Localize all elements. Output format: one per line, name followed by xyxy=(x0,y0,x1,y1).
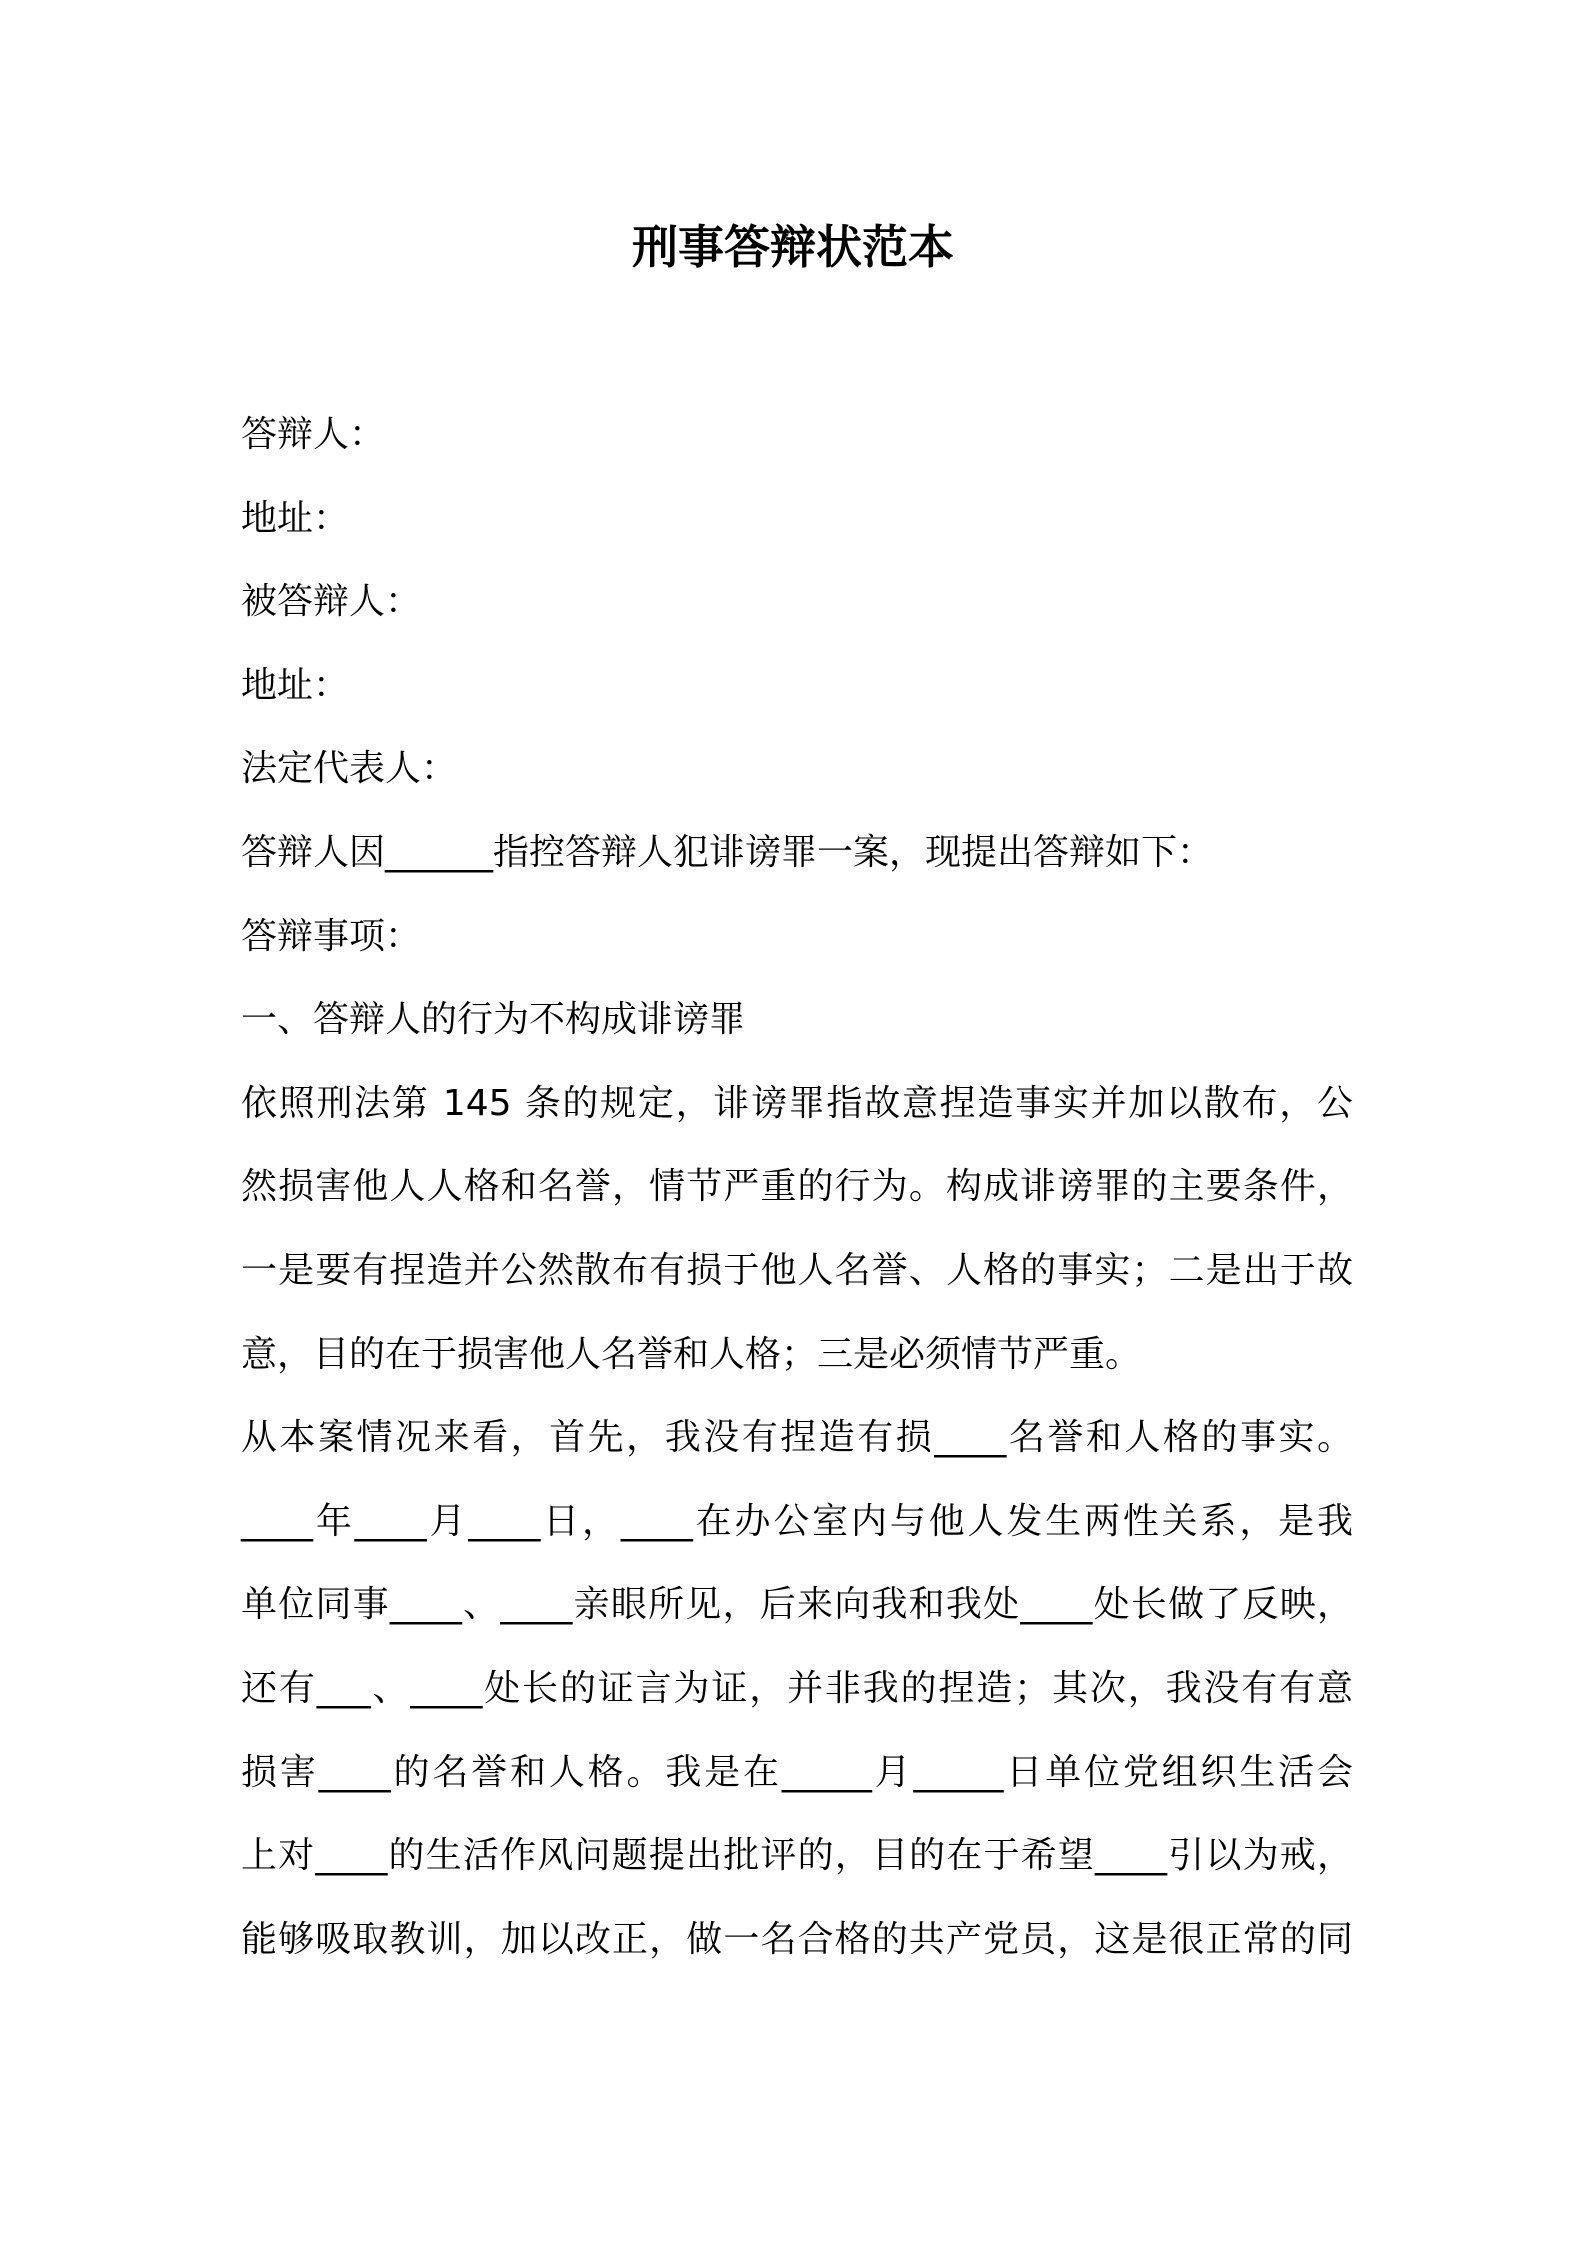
paragraph-line: 然损害他人人格和名誉，情节严重的行为。构成诽谤罪的主要条件， xyxy=(241,1166,1353,1208)
opposing-party-address-field xyxy=(241,644,1353,728)
paragraph-line: 答辩事项： xyxy=(241,915,422,957)
opposing-party-field xyxy=(241,560,1353,644)
paragraph-line: 单位同事____、____亲眼所见，后来向我和我处____处长做了反映， xyxy=(241,1584,1353,1626)
paragraph-line: 从本案情况来看，首先，我没有捏造有损____名誉和人格的事实。 xyxy=(241,1417,1353,1459)
body-paragraph-case-facts xyxy=(241,1396,1353,1981)
paragraph-line: 能够吸取教训，加以改正，做一名合格的共产党员，这是很正常的同 xyxy=(241,1918,1353,1960)
paragraph-line: 被答辩人： xyxy=(241,581,422,623)
paragraph-line: 答辩人因______指控答辩人犯诽谤罪一案，现提出答辩如下： xyxy=(241,831,1214,873)
body-paragraph-legal-basis xyxy=(241,1062,1353,1396)
paragraph-line: 答辩人： xyxy=(241,414,386,455)
document-title: 刑事答辩状范本 xyxy=(632,220,954,274)
document-body xyxy=(241,393,1353,1981)
paragraph-line: 法定代表人： xyxy=(241,748,458,790)
paragraph-line: 损害____的名誉和人格。我是在_____月_____日单位党组织生活会 xyxy=(241,1751,1353,1793)
paragraph-line: 一是要有捏造并公然散布有损于他人名誉、人格的事实；二是出于故 xyxy=(241,1249,1353,1291)
respondent-field xyxy=(241,393,1353,477)
paragraph-line: 还有___、____处长的证言为证，并非我的捏造；其次，我没有有意 xyxy=(241,1667,1353,1709)
intro-statement xyxy=(241,811,1353,895)
respondent-address-field xyxy=(241,477,1353,561)
legal-representative-field xyxy=(241,727,1353,811)
paragraph-line: ____年____月____日，____在办公室内与他人发生两性关系，是我 xyxy=(241,1500,1353,1542)
section-heading-1 xyxy=(241,978,1353,1062)
paragraph-line: 地址： xyxy=(241,664,350,706)
paragraph-line: 上对____的生活作风问题提出批评的，目的在于希望____引以为戒， xyxy=(241,1835,1353,1877)
paragraph-line: 地址： xyxy=(241,497,350,539)
paragraph-line: 一、答辩人的行为不构成诽谤罪 xyxy=(241,999,746,1041)
defense-items-heading xyxy=(241,895,1353,979)
paragraph-line: 意，目的在于损害他人名誉和人格；三是必须情节严重。 xyxy=(241,1333,1142,1375)
paragraph-line: 依照刑法第 145 条的规定，诽谤罪指故意捏造事实并加以散布，公 xyxy=(241,1082,1353,1124)
